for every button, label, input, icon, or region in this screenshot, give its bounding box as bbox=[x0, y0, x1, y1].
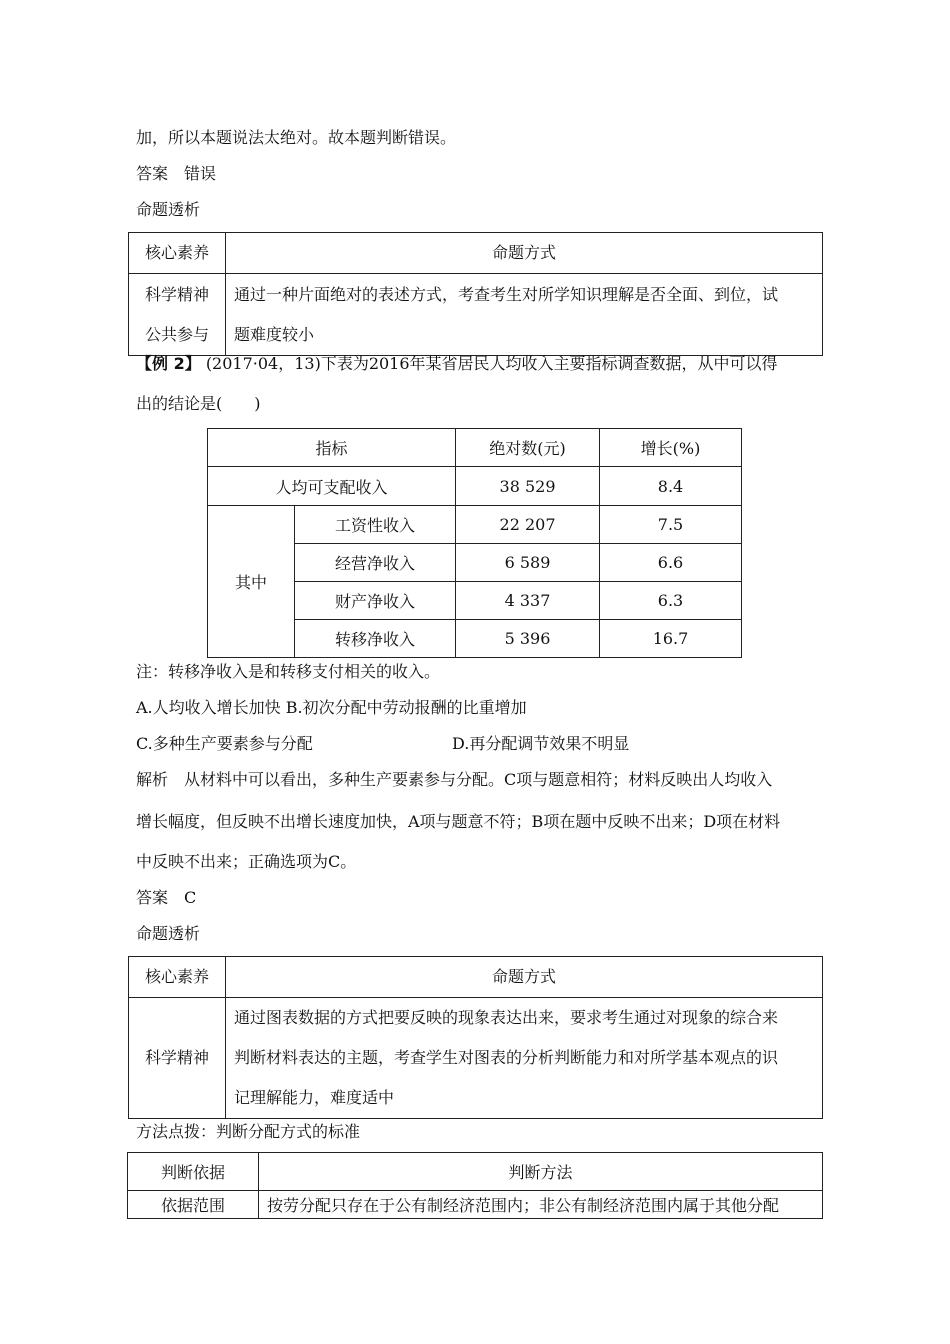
answer-line: 答案 C bbox=[136, 888, 197, 907]
table-header: 命题方式 bbox=[226, 957, 823, 998]
analysis-line: 解析 从材料中可以看出，多种生产要素参与分配。C项与题意相符；材料反映出人均收入 bbox=[136, 770, 773, 789]
table-header: 增长(%) bbox=[600, 429, 742, 467]
table-cell-line: 记理解能力，难度适中 bbox=[234, 1088, 395, 1107]
table-cell: 6 589 bbox=[456, 544, 600, 582]
table-cell: 4 337 bbox=[456, 582, 600, 620]
option-line bbox=[136, 698, 527, 718]
method-table bbox=[127, 1152, 823, 1219]
table-cell-line: 科学精神 bbox=[144, 284, 209, 304]
table-cell bbox=[226, 998, 823, 1119]
table-cell-line: 题难度较小 bbox=[234, 324, 315, 344]
table-cell-line: 通过一种片面绝对的表述方式，考查考生对所学知识理解是否全面、到位，试 bbox=[234, 284, 779, 304]
table-cell: 科学精神 bbox=[129, 998, 226, 1119]
income-table bbox=[207, 428, 742, 658]
analysis-table-2 bbox=[128, 956, 823, 1119]
table-cell: 5 396 bbox=[456, 620, 600, 658]
example-text: (2017·04，13)下表为2016年某省居民人均收入主要指标调查数据，从中可以得 bbox=[205, 354, 778, 373]
analysis-table-1 bbox=[128, 232, 823, 356]
table-cell: 人均可支配收入 bbox=[208, 467, 456, 506]
table-cell: 22 207 bbox=[456, 506, 600, 544]
example-tag: 【例 2】 bbox=[136, 354, 201, 373]
answer-line: 答案 错误 bbox=[136, 164, 217, 183]
table-cell: 7.5 bbox=[600, 506, 742, 544]
table-header: 核心素养 bbox=[129, 233, 226, 274]
table-cell-line: 公共参与 bbox=[144, 324, 209, 344]
table-cell: 6.6 bbox=[600, 544, 742, 582]
table-cell: 38 529 bbox=[456, 467, 600, 506]
table-header: 判断方法 bbox=[259, 1153, 823, 1191]
table-cell: 财产净收入 bbox=[295, 582, 456, 620]
example-line bbox=[136, 354, 778, 374]
table-cell: 经营净收入 bbox=[295, 544, 456, 582]
text-line: 加，所以本题说法太绝对。故本题判断错误。 bbox=[136, 128, 457, 147]
option-a: A.人均收入增长加快 bbox=[136, 698, 281, 717]
example-line-2: 出的结论是( ) bbox=[136, 394, 261, 413]
table-cell: 6.3 bbox=[600, 582, 742, 620]
table-header: 绝对数(元) bbox=[456, 429, 600, 467]
table-cell: 16.7 bbox=[600, 620, 742, 658]
section-heading: 命题透析 bbox=[136, 924, 201, 943]
table-cell bbox=[226, 274, 823, 356]
section-heading: 命题透析 bbox=[136, 200, 201, 219]
method-heading: 方法点拨：判断分配方式的标准 bbox=[136, 1122, 361, 1141]
table-header: 指标 bbox=[208, 429, 456, 467]
table-cell: 工资性收入 bbox=[295, 506, 456, 544]
analysis-line: 增长幅度，但反映不出增长速度加快，A项与题意不符；B项在题中反映不出来；D项在材料 bbox=[136, 812, 781, 831]
option-b: B.初次分配中劳动报酬的比重增加 bbox=[285, 698, 527, 717]
option-c: C.多种生产要素参与分配 bbox=[136, 734, 313, 753]
table-cell bbox=[129, 274, 226, 356]
table-header: 核心素养 bbox=[129, 957, 226, 998]
table-cell: 按劳分配只存在于公有制经济范围内；非公有制经济范围内属于其他分配 bbox=[259, 1191, 823, 1219]
table-cell-line: 判断材料表达的主题，考查学生对图表的分析判断能力和对所学基本观点的识 bbox=[234, 1048, 779, 1067]
table-cell: 依据范围 bbox=[128, 1191, 259, 1219]
analysis-line: 中反映不出来；正确选项为C。 bbox=[136, 852, 357, 871]
table-cell: 8.4 bbox=[600, 467, 742, 506]
table-header: 命题方式 bbox=[226, 233, 823, 274]
option-d: D.再分配调节效果不明显 bbox=[452, 734, 630, 753]
note-line: 注：转移净收入是和转移支付相关的收入。 bbox=[136, 662, 441, 681]
table-cell: 其中 bbox=[208, 506, 295, 658]
table-cell: 转移净收入 bbox=[295, 620, 456, 658]
table-header: 判断依据 bbox=[128, 1153, 259, 1191]
table-cell-line: 通过图表数据的方式把要反映的现象表达出来，要求考生通过对现象的综合来 bbox=[234, 1008, 779, 1027]
